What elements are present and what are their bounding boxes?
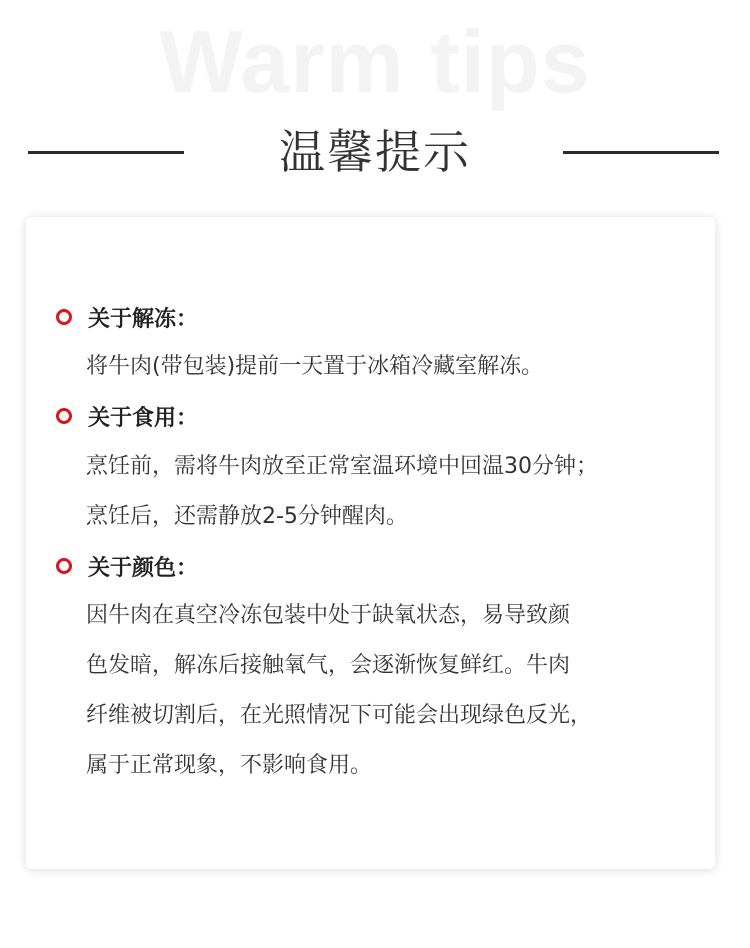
circle-bullet-icon: [56, 558, 72, 574]
tip-text-line: 属于正常现象，不影响食用。: [86, 753, 373, 778]
page-title: 温馨提示: [279, 125, 471, 179]
tip-section-thawing: [56, 302, 198, 332]
tip-text-line: 烹饪前，需将牛肉放至正常室温环境中回温30分钟；: [86, 454, 598, 479]
circle-bullet-icon: [56, 309, 72, 325]
background-watermark-title: Warm tips: [159, 12, 591, 111]
tip-section-eating: [56, 401, 198, 431]
tip-title-thawing: 关于解冻：: [88, 306, 199, 332]
tip-text-line: 将牛肉(带包装)提前一天置于冰箱冷藏室解冻。: [86, 354, 544, 379]
tip-text-line: 因牛肉在真空冷冻包装中处于缺氧状态，易导致颜: [86, 603, 571, 628]
tip-title-eating: 关于食用：: [88, 405, 199, 431]
tip-text-line: 色发暗，解冻后接触氧气，会逐渐恢复鲜红。牛肉: [86, 653, 571, 678]
tip-text-line: 烹饪后，还需静放2-5分钟醒肉。: [86, 504, 408, 529]
tip-text-line: 纤维被切割后，在光照情况下可能会出现绿色反光，: [86, 703, 593, 728]
tip-title-color: 关于颜色：: [88, 555, 199, 581]
circle-bullet-icon: [56, 408, 72, 424]
tip-section-color: [56, 551, 198, 581]
heading-right-rule: [563, 151, 719, 154]
